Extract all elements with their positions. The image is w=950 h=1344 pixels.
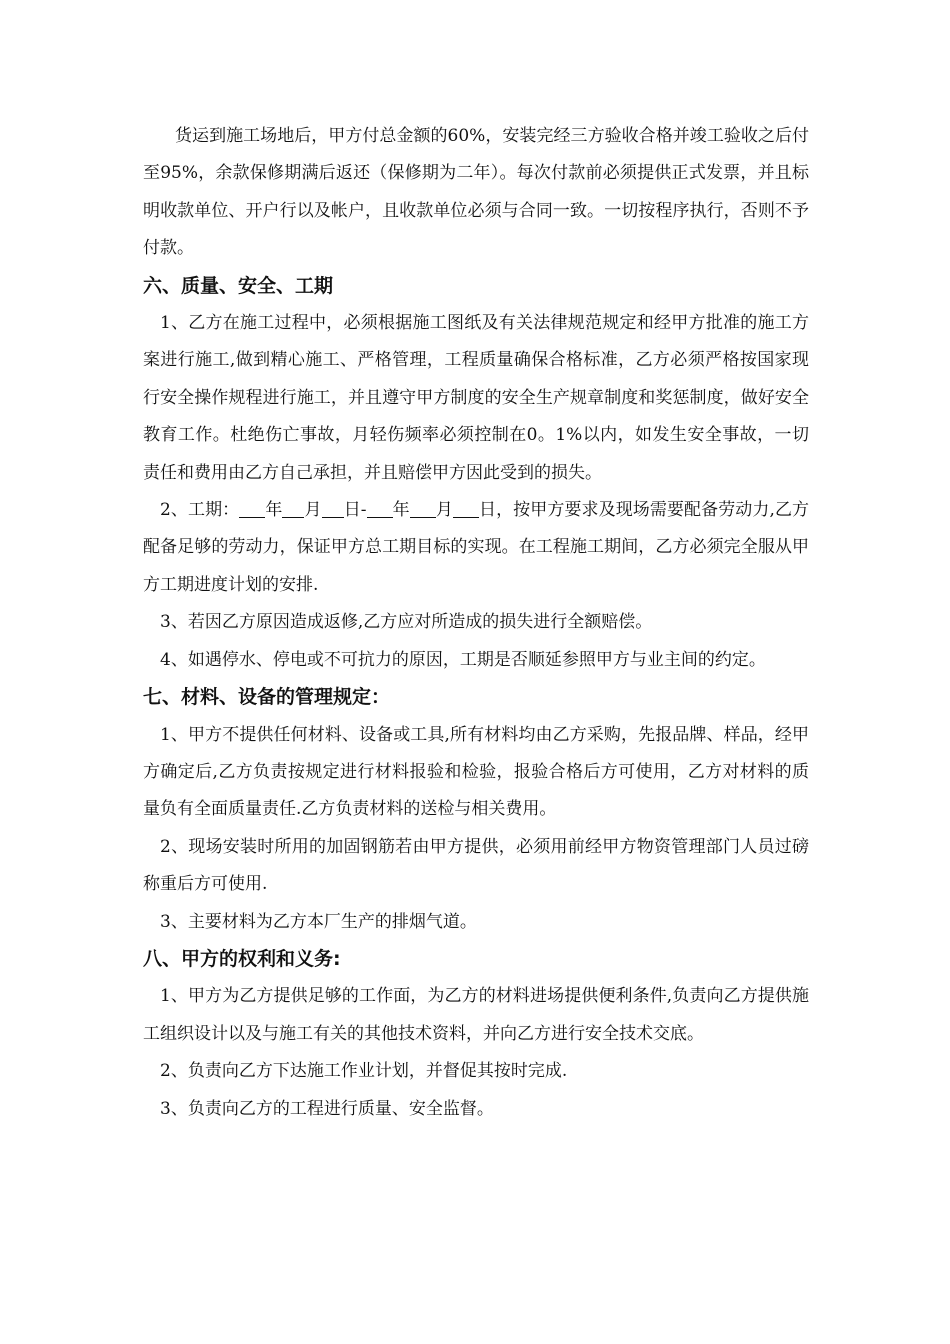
contract-body <box>143 118 809 1128</box>
day-dash-label: 日- <box>343 500 367 521</box>
schedule-text: 日，按甲方要求及现场需要配备劳动力,乙方配备足够的劳动力，保证甲方总工期目标的实现。在工程施工期间，乙方必须完全服从甲方工期进度计划的安排. <box>143 500 810 595</box>
section-6-item-3: 3、若因乙方原因造成返修,乙方应对所造成的损失进行全额赔偿。 <box>160 612 653 633</box>
section-8-item-3: 3、负责向乙方的工程进行质量、安全监督。 <box>160 1098 494 1119</box>
end-year-blank <box>367 500 393 518</box>
section-8-heading: 八、甲方的权利和义务: <box>143 947 341 970</box>
month-blank <box>282 500 304 518</box>
end-year-label: 年 <box>392 500 410 521</box>
month-label: 月 <box>304 500 322 521</box>
end-month-blank <box>410 500 436 518</box>
section-7-item-1: 1、甲方不提供任何材料、设备或工具,所有材料均由乙方采购，先报品牌、样品，经甲方确定后,乙方负责按规定进行材料报验和检验，报验合格后方可使用，乙方对材料的质量负有全面质量责任.乙方负责材料的送检与相关费用。 <box>143 724 809 820</box>
section-7-heading: 七、材料、设备的管理规定： <box>143 686 391 709</box>
payment-paragraph: 货运到施工场地后，甲方付总金额的60%，安装完经三方验收合格并竣工验收之后付至95%，余款保修期满后返还（保修期为二年）。每次付款前必须提供正式发票，并且标明收款单位、开户行以及帐户，且收款单位必须与合同一致。一切按程序执行，否则不予付款。 <box>143 126 809 259</box>
section-8-item-2: 2、负责向乙方下达施工作业计划，并督促其按时完成. <box>160 1061 568 1082</box>
end-day-blank <box>453 500 479 518</box>
year-blank <box>239 500 265 518</box>
year-label: 年 <box>265 500 283 521</box>
section-6-heading: 六、质量、安全、工期 <box>143 274 334 297</box>
section-7-item-2: 2、现场安装时所用的加固钢筋若由甲方提供，必须用前经甲方物资管理部门人员过磅称重后方可使用. <box>143 836 809 895</box>
day-blank <box>322 500 344 518</box>
section-6-item-2 <box>143 492 809 604</box>
section-8-item-1: 1、甲方为乙方提供足够的工作面，为乙方的材料进场提供便利条件,负责向乙方提供施工组织设计以及与施工有关的其他技术资料，并向乙方进行安全技术交底。 <box>143 986 809 1044</box>
schedule-label: 2、工期： <box>160 500 240 521</box>
end-month-label: 月 <box>435 500 453 521</box>
section-7-item-3: 3、主要材料为乙方本厂生产的排烟气道。 <box>160 911 477 932</box>
section-6-item-1: 1、乙方在施工过程中，必须根据施工图纸及有关法律规范规定和经甲方批准的施工方案进行施工,做到精心施工、严格管理，工程质量确保合格标准，乙方必须严格按国家现行安全操作规程进行施工，并且遵守甲方制度的安全生产规章制度和奖惩制度，做好安全教育工作。杜绝伤亡事故，月轻伤频率必须控制在0。1%以内，如发生安全事故，一切责任和费用由乙方自己承担，并且赔偿甲方因此受到的损失。 <box>143 313 809 483</box>
section-6-item-4: 4、如遇停水、停电或不可抗力的原因，工期是否顺延参照甲方与业主间的约定。 <box>160 649 766 670</box>
